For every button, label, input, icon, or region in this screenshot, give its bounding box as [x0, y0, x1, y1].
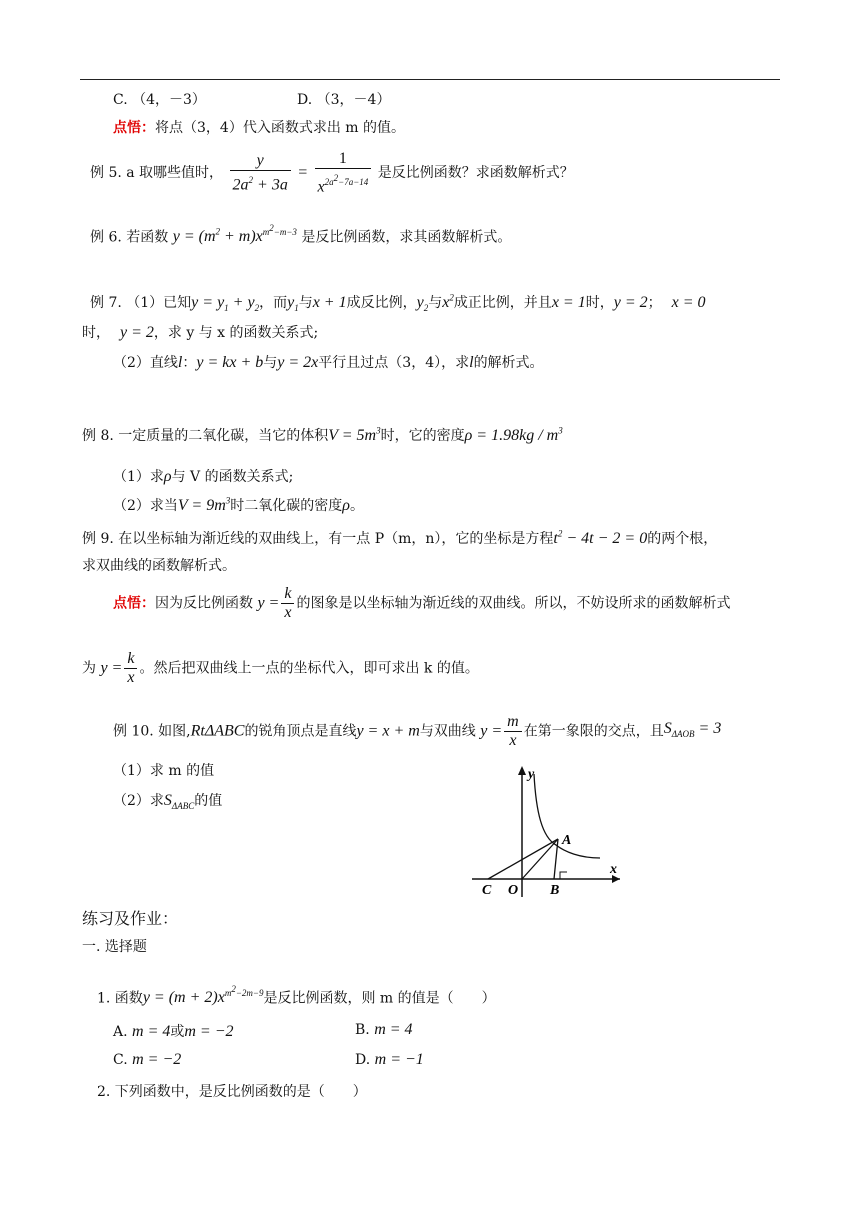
- example-6: [90, 223, 511, 246]
- hint-label: 点悟：: [113, 595, 155, 612]
- ex10-text: 的值: [194, 793, 223, 809]
- example-7-line-1: 例 7. （1）已知$y = y_1 + y_2$，而$y_1$与x + 1成反比例，$y_2$与$x^2$成正比例，并且x = 1时，y = 2； x = 0: [90, 292, 706, 314]
- q1-option-b: B. m = 4: [355, 1021, 413, 1038]
- ex5-lhs-fraction: $\frac{y}{2a^2 + 3a}$: [230, 152, 291, 194]
- line-ca: [488, 839, 558, 879]
- question-2: 2. 下列函数中，是反比例函数的是（ ）: [97, 1084, 367, 1100]
- ex7-text: 时，: [585, 295, 614, 311]
- ex8-text: 时，它的密度: [380, 428, 465, 444]
- hint-text: 将点（3，4）代入函数式求出 m 的值。: [155, 120, 405, 136]
- hint-2: 点悟：因为反比例函数 y = $\frac{k}{x}$ 的图象是以坐标轴为渐近线的双曲线。所以，不妨设所求的函数解析式: [113, 585, 731, 621]
- ex7-text: 成反比例，: [346, 295, 417, 311]
- ex6-suffix: 是反比例函数，求其函数解析式。: [301, 229, 512, 246]
- ex7-text: 成正比例，并且: [453, 295, 552, 311]
- label-x: x: [610, 862, 617, 877]
- ex7-text: ，而: [259, 295, 288, 311]
- option-label: B.: [355, 1022, 370, 1038]
- hint-label: 点悟：: [113, 120, 155, 136]
- ex10-text: 的锐角顶点是直线: [244, 723, 357, 740]
- example-10: 例 10. 如图,RtΔABC的锐角顶点是直线y = x + m与双曲线 y = $\frac{m}{x}$ 在第一象限的交点，且$S_{\Delta AOB} = 3$: [113, 713, 722, 749]
- section-title: 一. 选择题: [82, 939, 147, 955]
- example-9: 例 9. 在以坐标轴为渐近线的双曲线上，有一点 P（m，n），它的坐标是方程$t^2 - 4t - 2 = 0$的两个根，: [82, 528, 718, 547]
- example-10-q1: （1）求 m 的值: [113, 763, 215, 779]
- ex10-text: 例 10. 如图,: [113, 723, 191, 740]
- ex5-rhs-fraction: $\frac{1}{x^{2a^2-7a-14}}$: [315, 150, 372, 196]
- ex7-text: 例 7. （1）已知: [90, 295, 192, 311]
- hint-fraction: $\frac{k}{x}$: [281, 585, 294, 622]
- hint-fraction: $\frac{k}{x}$: [124, 650, 137, 687]
- ex6-formula: $y = (m^2 + m)x^{m^2-m-3}$: [172, 223, 297, 246]
- ex9-text: 的两个根，: [647, 531, 718, 547]
- ex7-text: 与: [428, 295, 443, 311]
- ex8-text: 例 8. 一定质量的二氧化碳，当它的体积: [82, 428, 329, 444]
- example-5: 例 5. a 取哪些值时， $\frac{y}{2a^2 + 3a}$ = $\frac{1}{x^{2a^2-7a-14}}$ 是反比例函数？求函数解析式？: [90, 150, 574, 196]
- ex6-prefix: 例 6. 若函数: [90, 229, 169, 246]
- ex7-text: 与: [298, 295, 313, 311]
- option-d: D. （3，－4）: [297, 92, 391, 108]
- y-axis-arrow: [518, 766, 526, 775]
- option-text: 或: [170, 1024, 185, 1040]
- q1-text: 是反比例函数，则 m 的值是（ ）: [263, 990, 496, 1007]
- line-oa: [522, 839, 558, 879]
- right-angle-mark: [560, 872, 567, 879]
- ex7-text: ；: [647, 295, 662, 311]
- ex7-text: ，求 y 与 x 的函数关系式;: [153, 325, 319, 341]
- ex8-text: 时二氧化碳的密度: [230, 498, 343, 514]
- hint-text: 的图象是以坐标轴为渐近线的双曲线。所以，不妨设所求的函数解析式: [296, 595, 731, 612]
- label-o: O: [508, 883, 519, 898]
- q1-option-a: A. m = 4或m = −2: [113, 1023, 234, 1040]
- ex7-text: 与: [263, 355, 278, 371]
- hint-1: [113, 117, 405, 137]
- label-y: y: [528, 767, 535, 782]
- ex8-text: 。: [349, 498, 364, 514]
- ex7-text: 平行且过点（3，4），求: [318, 355, 470, 371]
- ex10-text: 与双曲线: [419, 723, 476, 740]
- option-c: C. （4，－3）: [113, 92, 206, 108]
- ex5-prefix: 例 5. a 取哪些值时，: [90, 165, 224, 182]
- hint-text: 为: [82, 660, 96, 677]
- ex7-text: ：: [182, 355, 197, 371]
- ex9-text: 例 9. 在以坐标轴为渐近线的双曲线上，有一点 P（m，n），它的坐标是方程: [82, 531, 554, 547]
- hint-2-line-2: 为 y = $\frac{k}{x}$ 。然后把双曲线上一点的坐标代入，即可求出 k 的值。: [82, 650, 479, 686]
- example-8-q2: （2）求当$V = 9m^3$时二氧化碳的密度ρ。: [113, 495, 364, 514]
- label-a: A: [562, 833, 572, 848]
- ex7-text: 的解析式。: [473, 355, 544, 371]
- label-b: B: [550, 883, 560, 898]
- ex10-text: （2）求: [113, 793, 164, 809]
- ex8-text: 与 V 的函数关系式;: [171, 469, 294, 485]
- example-10-q2: （2）求$S_{\Delta ABC}$的值: [113, 792, 223, 812]
- option-label: D.: [355, 1052, 371, 1068]
- ex7-text: （2）直线: [113, 355, 178, 371]
- example-8-q1: （1）求ρ与 V 的函数关系式;: [113, 468, 294, 485]
- header-rule: [80, 79, 780, 80]
- hint-text: 。然后把双曲线上一点的坐标代入，即可求出 k 的值。: [139, 660, 479, 677]
- hint-text: 因为反比例函数: [155, 595, 253, 612]
- label-c: C: [482, 883, 492, 898]
- option-label: C.: [113, 1052, 128, 1068]
- ex10-fraction: $\frac{m}{x}$: [504, 713, 522, 750]
- ex10-text: 在第一象限的交点，且: [523, 723, 664, 740]
- q1-text: 1. 函数: [97, 990, 143, 1007]
- ex5-suffix: 是反比例函数？求函数解析式？: [377, 165, 574, 182]
- ex8-text: （2）求当: [113, 498, 178, 514]
- q1-option-c: C. m = −2: [113, 1051, 182, 1068]
- example-7-line-2: 时， y = 2，求 y 与 x 的函数关系式;: [82, 324, 319, 341]
- example-7-part-2: （2）直线l：y = kx + b与y = 2x平行且过点（3，4），求l的解析式。: [113, 354, 544, 371]
- ex7-text: 时，: [82, 325, 110, 341]
- example-9-line-2: 求双曲线的函数解析式。: [82, 558, 236, 574]
- q1-option-d: D. m = −1: [355, 1051, 424, 1068]
- option-label: A.: [113, 1024, 128, 1040]
- ex8-text: （1）求: [113, 469, 164, 485]
- question-1: 1. 函数$y = (m + 2)x^{m^2-2m-9}$是反比例函数，则 m 的值是（ ）: [97, 984, 496, 1007]
- example-8: 例 8. 一定质量的二氧化碳，当它的体积$V = 5m^3$时，它的密度$\rho = 1.98kg / m^3$: [82, 425, 563, 444]
- practice-title: 练习及作业：: [82, 909, 179, 928]
- hyperbola-figure: [470, 762, 630, 902]
